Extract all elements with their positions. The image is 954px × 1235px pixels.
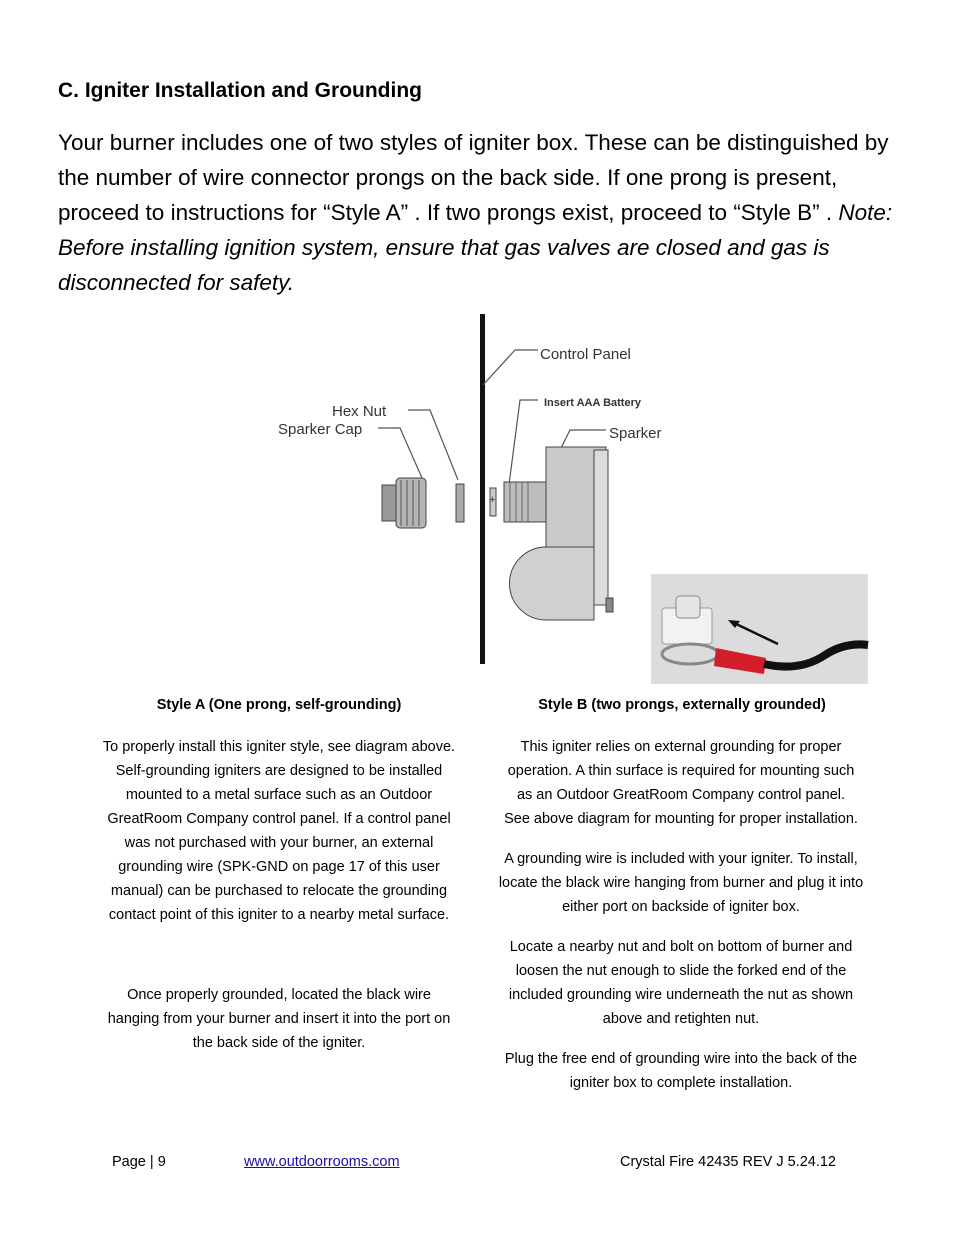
website-link[interactable]: www.outdoorrooms.com <box>244 1154 400 1170</box>
grounding-inset-photo <box>651 574 868 684</box>
style-b-paragraph-2: A grounding wire is included with your igniter. To install, locate the black wire hanging from burner and plug it into either port on backside of igniter box. <box>498 851 864 915</box>
hex-nut <box>456 484 464 522</box>
style-a-column <box>102 735 456 1071</box>
hex-nut-leader <box>408 410 458 480</box>
section-heading: C. Igniter Installation and Grounding <box>58 79 422 102</box>
svg-text:+: + <box>489 494 496 506</box>
sparker-body <box>510 447 614 620</box>
style-b-column <box>492 735 870 1111</box>
footer-link-wrap <box>244 1154 400 1170</box>
intro-text: Your burner includes one of two styles of igniter box. These can be distinguished by the number of wire connector prongs on the back side. If one prong is present, proceed to instructions for “Style A” . If two prongs exist, proceed to “Style B” . <box>58 130 889 225</box>
sparker-cap <box>382 478 426 528</box>
threaded-stem <box>489 482 546 522</box>
label-sparker: Sparker <box>609 425 662 442</box>
style-a-title: Style A (One prong, self-grounding) <box>156 697 402 713</box>
control-panel-bar <box>480 314 485 664</box>
igniter-diagram <box>270 310 870 690</box>
label-control-panel: Control Panel <box>540 346 631 363</box>
style-b-paragraph-3: Locate a nearby nut and bolt on bottom of burner and loosen the nut enough to slide the forked end of the included grounding wire underneath the nut as shown above and retighten nut. <box>508 939 854 1027</box>
intro-paragraph <box>58 125 898 300</box>
style-b-paragraph-1: This igniter relies on external grounding for proper operation. A thin surface is required for mounting such as an Outdoor GreatRoom Company control panel. See above diagram for mounting for proper installation. <box>504 739 858 827</box>
label-hex-nut: Hex Nut <box>332 403 387 420</box>
style-b-paragraph-4: Plug the free end of grounding wire into the back of the igniter box to complete installation. <box>504 1051 858 1091</box>
safety-note: Note: Before installing ignition system, ensure that gas valves are closed and gas is disconnected for safety. <box>58 200 893 295</box>
sparker-cap-leader <box>378 428 422 478</box>
label-sparker-cap: Sparker Cap <box>278 421 363 438</box>
style-a-paragraph-1: To properly install this igniter style, see diagram above. Self-grounding igniters are designed to be installed mounted to a metal surface such as an Outdoor GreatRoom Company control panel. If a control panel was not purchased with your burner, an external grounding wire (SPK-GND on page 17 of this user manual) can be purchased to relocate the grounding contact point of this igniter to a nearby metal surface. <box>102 739 456 923</box>
igniter-diagram-svg <box>270 310 870 690</box>
label-insert-battery: Insert AAA Battery <box>544 397 641 409</box>
page-number: Page | 9 <box>112 1154 166 1170</box>
document-id: Crystal Fire 42435 REV J 5.24.12 <box>620 1154 836 1170</box>
style-b-title: Style B (two prongs, externally grounded) <box>538 697 826 713</box>
control-panel-leader <box>483 350 538 385</box>
style-a-paragraph-2: Once properly grounded, located the black wire hanging from your burner and insert it into the port on the back side of the igniter. <box>107 987 451 1051</box>
